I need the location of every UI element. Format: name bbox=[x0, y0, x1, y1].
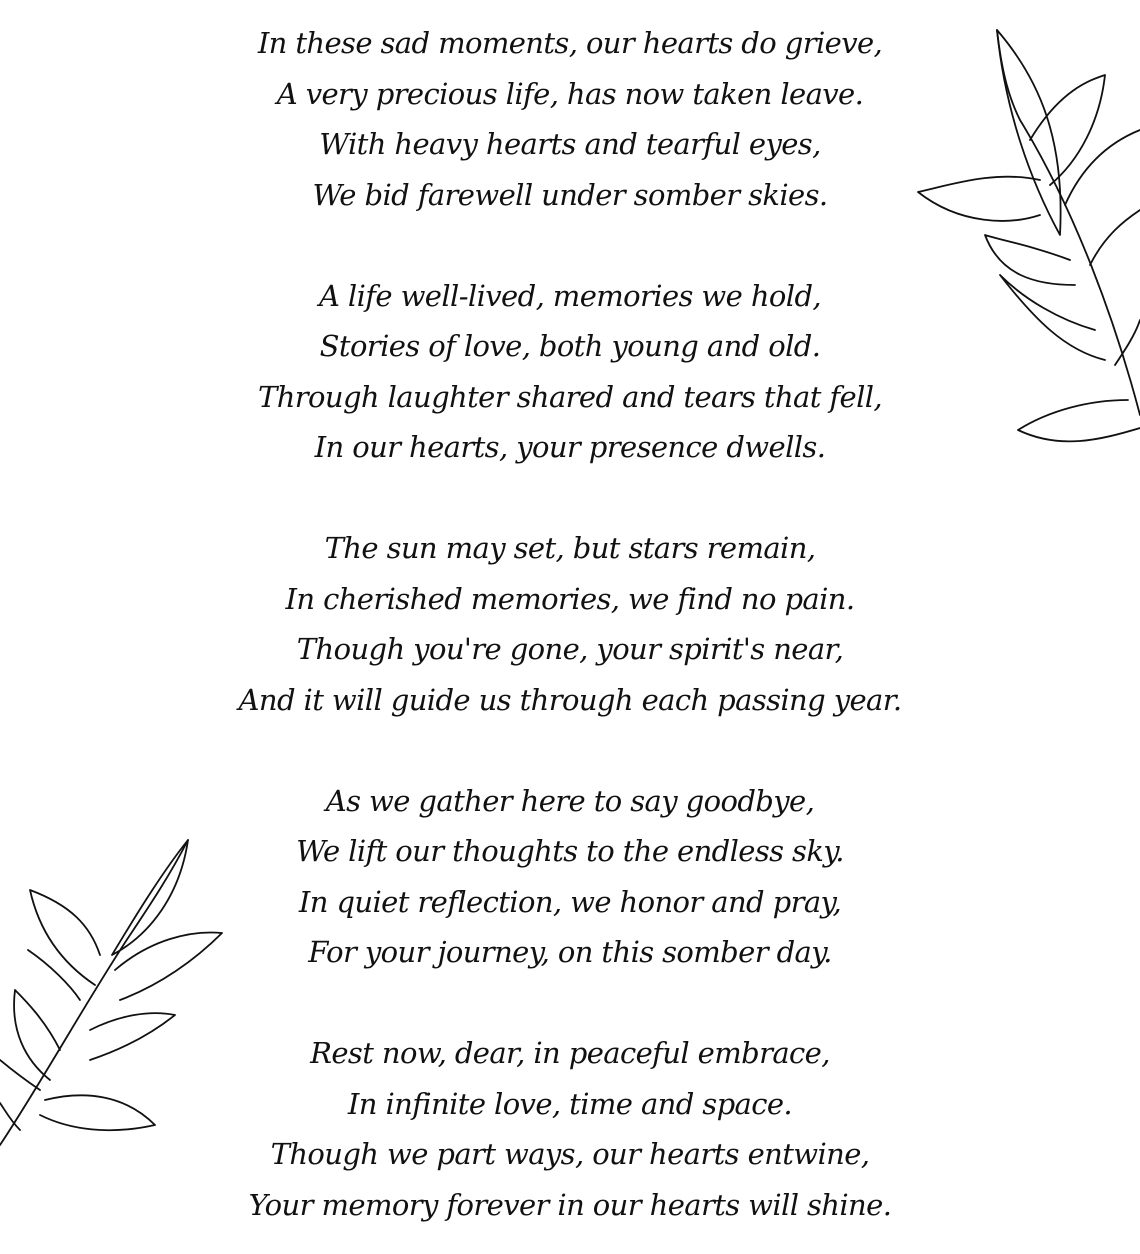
poem-line: In cherished memories, we find no pain. bbox=[285, 581, 855, 616]
poem-stanza-4 bbox=[0, 776, 1140, 978]
poem-line: We lift our thoughts to the endless sky. bbox=[296, 834, 844, 868]
poem-line: A life well-lived, memories we hold, bbox=[318, 278, 822, 313]
poem-line: In our hearts, your presence dwells. bbox=[314, 430, 826, 464]
poem-line: Stories of love, both young and old. bbox=[319, 329, 821, 363]
poem-line: Though you're gone, your spirit's near, bbox=[296, 632, 844, 666]
poem-line: With heavy hearts and tearful eyes, bbox=[319, 127, 821, 161]
poem-line: And it will guide us through each passing year. bbox=[238, 682, 902, 717]
poem-line: A very precious life, has now taken leave. bbox=[276, 76, 864, 111]
poem-line: We bid farewell under somber skies. bbox=[312, 177, 828, 212]
poem-line: In quiet reflection, we honor and pray, bbox=[298, 884, 842, 919]
poem-line: As we gather here to say goodbye, bbox=[325, 783, 815, 818]
poem-stanza-3 bbox=[0, 523, 1140, 725]
poem-line: Your memory forever in our hearts will shine. bbox=[248, 1187, 892, 1222]
poem-line: The sun may set, but stars remain, bbox=[324, 531, 816, 565]
poem-line: Rest now, dear, in peaceful embrace, bbox=[310, 1036, 830, 1070]
poem-stanza-2 bbox=[0, 271, 1140, 473]
poem-line: In infinite love, time and space. bbox=[347, 1086, 793, 1121]
poem-line: Though we part ways, our hearts entwine, bbox=[270, 1137, 870, 1171]
poem-line: Through laughter shared and tears that fell, bbox=[257, 379, 883, 414]
poem-stanza-1 bbox=[0, 18, 1140, 220]
poem-line: In these sad moments, our hearts do grieve, bbox=[257, 26, 883, 60]
poem-stanza-5 bbox=[0, 1028, 1140, 1230]
poem-line: For your journey, on this somber day. bbox=[308, 935, 832, 969]
memorial-poem bbox=[0, 18, 1140, 1230]
